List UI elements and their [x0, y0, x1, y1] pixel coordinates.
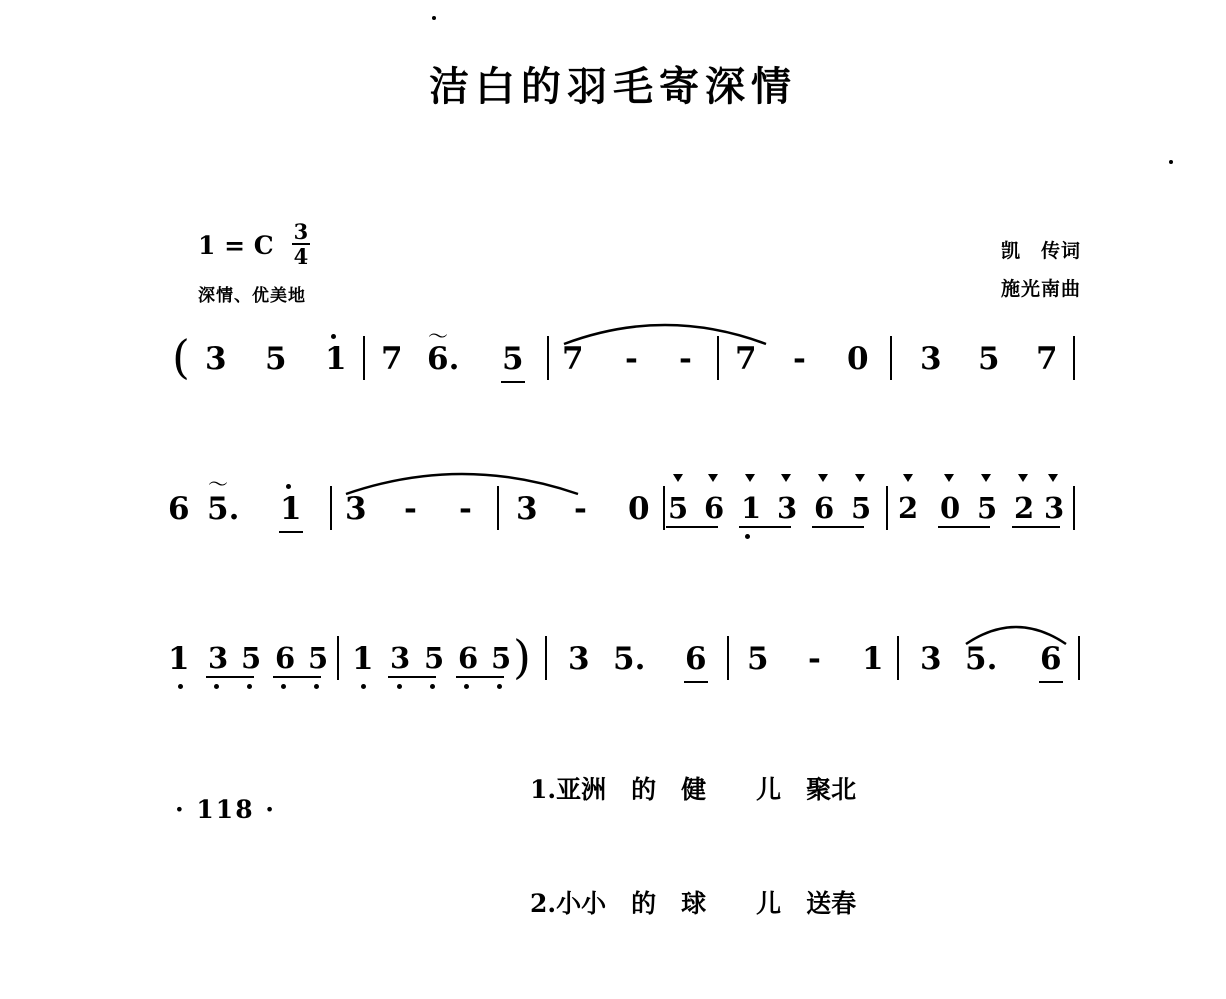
note: -	[679, 341, 692, 377]
note: 2	[898, 491, 919, 525]
beam-line	[456, 676, 504, 678]
staccato-wedge	[1048, 474, 1058, 482]
mordent-ornament: 〜	[208, 472, 228, 496]
staccato-wedge	[745, 474, 755, 482]
note: 6	[1040, 641, 1062, 677]
credits	[1001, 232, 1081, 308]
note: 7	[1036, 341, 1058, 377]
barline	[547, 336, 549, 380]
note: 6	[275, 641, 296, 675]
note: 3	[345, 491, 367, 527]
note: 5	[502, 341, 524, 377]
composer-credit: 施光南曲	[1000, 278, 1081, 300]
staccato-wedge	[673, 474, 683, 482]
beam-line	[273, 676, 321, 678]
barline	[897, 636, 899, 680]
octave-dot-low	[178, 684, 183, 689]
octave-dot-low	[281, 684, 286, 689]
barline	[545, 636, 547, 680]
note: 1	[168, 641, 190, 677]
octave-dot-low	[745, 534, 750, 539]
note: 0	[940, 491, 961, 525]
barline	[337, 636, 339, 680]
note: 5	[265, 341, 287, 377]
barline	[1078, 636, 1080, 680]
barline	[663, 486, 665, 530]
note: 3	[205, 341, 227, 377]
beam-line	[206, 676, 254, 678]
barline	[1073, 486, 1075, 530]
barline	[363, 336, 365, 380]
note: 3	[920, 341, 942, 377]
note: 5	[977, 491, 998, 525]
key-signature-label: 1 = C	[198, 230, 274, 260]
note: 7	[381, 341, 403, 377]
note: 3	[390, 641, 411, 675]
note: 5	[241, 641, 262, 675]
note: 7	[562, 341, 584, 377]
note: 2	[1014, 491, 1035, 525]
note: 1	[325, 341, 347, 377]
octave-dot-high	[331, 334, 336, 339]
octave-dot-low	[247, 684, 252, 689]
note: -	[808, 641, 821, 677]
note: 3	[777, 491, 798, 525]
lyrics-verse-2: 2.小小 的 球 儿 送春	[530, 889, 857, 918]
note: 6	[704, 491, 725, 525]
note: 1	[741, 491, 762, 525]
note: 5	[747, 641, 769, 677]
beam-line	[739, 526, 791, 528]
note: 3	[208, 641, 229, 675]
music-line-1	[0, 320, 1226, 410]
paper-speck	[432, 16, 436, 20]
note: -	[459, 491, 472, 527]
page-number: · 118 ·	[175, 795, 276, 824]
note: 5.	[207, 491, 240, 527]
note: 0	[847, 341, 869, 377]
note: 3	[1044, 491, 1065, 525]
note: 5	[668, 491, 689, 525]
lyricist-credit: 凯 传词	[1000, 240, 1081, 262]
note: 5	[851, 491, 872, 525]
repeat-open-paren: (	[172, 330, 190, 384]
note: -	[574, 491, 587, 527]
tempo-marking: 深情、优美地	[198, 286, 306, 306]
note: -	[404, 491, 417, 527]
note: 5	[308, 641, 329, 675]
repeat-close-paren: )	[513, 630, 531, 684]
barline	[727, 636, 729, 680]
mordent-ornament: 〜	[428, 324, 448, 348]
beam-line	[388, 676, 436, 678]
staccato-wedge	[855, 474, 865, 482]
staccato-wedge	[944, 474, 954, 482]
time-signature	[292, 221, 311, 267]
note: 7	[735, 341, 757, 377]
staccato-wedge	[981, 474, 991, 482]
beam-line	[1012, 526, 1060, 528]
beam-line	[812, 526, 864, 528]
octave-dot-low	[397, 684, 402, 689]
octave-dot-low	[214, 684, 219, 689]
note: 5	[978, 341, 1000, 377]
note: 6	[168, 491, 190, 527]
octave-dot-high	[286, 484, 291, 489]
note: 5.	[965, 641, 998, 677]
staccato-wedge	[903, 474, 913, 482]
key-signature	[198, 219, 310, 269]
beam-line	[666, 526, 718, 528]
note: 3	[920, 641, 942, 677]
music-line-2	[0, 470, 1226, 560]
staccato-wedge	[781, 474, 791, 482]
note: 6.	[427, 341, 460, 377]
octave-dot-low	[361, 684, 366, 689]
barline	[1073, 336, 1075, 380]
note: 3	[516, 491, 538, 527]
note: 1	[280, 491, 302, 527]
beam-line	[938, 526, 990, 528]
staccato-wedge	[818, 474, 828, 482]
paper-speck	[1169, 160, 1173, 164]
note: 5	[424, 641, 445, 675]
barline	[717, 336, 719, 380]
lyrics-block	[530, 695, 856, 999]
octave-dot-low	[497, 684, 502, 689]
lyrics-verse-1: 1.亚洲 的 健 儿 聚北	[530, 775, 857, 804]
note: 6	[458, 641, 479, 675]
barline	[886, 486, 888, 530]
barline	[330, 486, 332, 530]
time-signature-numerator: 3	[293, 219, 309, 244]
note: 5.	[613, 641, 646, 677]
barline	[890, 336, 892, 380]
octave-dot-low	[430, 684, 435, 689]
staccato-wedge	[708, 474, 718, 482]
note: -	[793, 341, 806, 377]
octave-dot-low	[314, 684, 319, 689]
octave-dot-low	[464, 684, 469, 689]
note: 3	[568, 641, 590, 677]
page-title: 洁白的羽毛寄深情	[429, 63, 797, 110]
note: 6	[685, 641, 707, 677]
note: -	[625, 341, 638, 377]
barline	[497, 486, 499, 530]
note: 1	[352, 641, 374, 677]
note: 5	[491, 641, 512, 675]
note: 6	[814, 491, 835, 525]
staccato-wedge	[1018, 474, 1028, 482]
time-signature-denominator: 4	[293, 244, 309, 269]
note: 1	[862, 641, 884, 677]
note: 0	[628, 491, 650, 527]
